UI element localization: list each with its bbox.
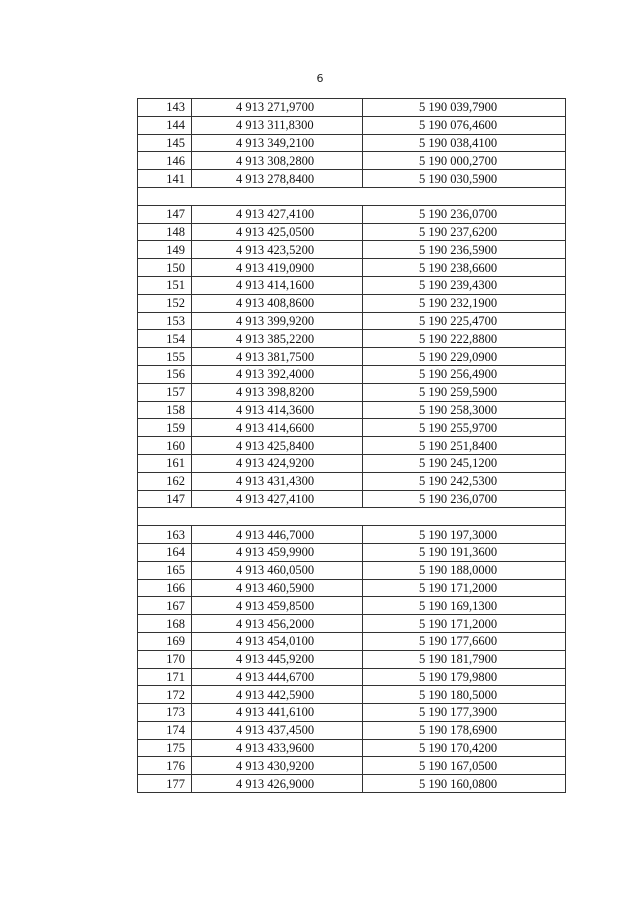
point-number-cell: 174 — [138, 721, 192, 739]
x-coordinate-cell: 4 913 433,9600 — [192, 739, 363, 757]
table-row — [138, 134, 566, 152]
point-number-cell: 165 — [138, 561, 192, 579]
point-number-cell: 148 — [138, 223, 192, 241]
x-coordinate-cell: 4 913 423,5200 — [192, 241, 363, 259]
point-number-cell: 159 — [138, 419, 192, 437]
y-coordinate-cell: 5 190 169,1300 — [363, 597, 566, 615]
point-number-cell: 154 — [138, 330, 192, 348]
y-coordinate-cell: 5 190 245,1200 — [363, 454, 566, 472]
point-number-cell: 162 — [138, 472, 192, 490]
y-coordinate-cell: 5 190 222,8800 — [363, 330, 566, 348]
table-row — [138, 170, 566, 188]
table-row — [138, 650, 566, 668]
table-row — [138, 116, 566, 134]
point-number-cell: 176 — [138, 757, 192, 775]
y-coordinate-cell: 5 190 178,6900 — [363, 721, 566, 739]
table-row — [138, 294, 566, 312]
x-coordinate-cell: 4 913 424,9200 — [192, 454, 363, 472]
x-coordinate-cell: 4 913 278,8400 — [192, 170, 363, 188]
x-coordinate-cell: 4 913 454,0100 — [192, 632, 363, 650]
x-coordinate-cell: 4 913 426,9000 — [192, 775, 363, 793]
y-coordinate-cell: 5 190 181,7900 — [363, 650, 566, 668]
point-number-cell: 167 — [138, 597, 192, 615]
x-coordinate-cell: 4 913 381,7500 — [192, 348, 363, 366]
point-number-cell: 149 — [138, 241, 192, 259]
table-row — [138, 99, 566, 117]
table-separator-row — [138, 187, 566, 205]
table-row — [138, 348, 566, 366]
x-coordinate-cell: 4 913 425,8400 — [192, 437, 363, 455]
y-coordinate-cell: 5 190 177,6600 — [363, 632, 566, 650]
table-row — [138, 312, 566, 330]
x-coordinate-cell: 4 913 408,8600 — [192, 294, 363, 312]
table-row — [138, 365, 566, 383]
x-coordinate-cell: 4 913 460,0500 — [192, 561, 363, 579]
x-coordinate-cell: 4 913 398,8200 — [192, 383, 363, 401]
y-coordinate-cell: 5 190 197,3000 — [363, 526, 566, 544]
table-row — [138, 757, 566, 775]
table-row — [138, 668, 566, 686]
point-number-cell: 141 — [138, 170, 192, 188]
y-coordinate-cell: 5 190 039,7900 — [363, 99, 566, 117]
table-row — [138, 419, 566, 437]
page-number: 6 — [316, 72, 324, 85]
point-number-cell: 153 — [138, 312, 192, 330]
point-number-cell: 146 — [138, 152, 192, 170]
x-coordinate-cell: 4 913 425,0500 — [192, 223, 363, 241]
x-coordinate-cell: 4 913 445,9200 — [192, 650, 363, 668]
point-number-cell: 151 — [138, 276, 192, 294]
y-coordinate-cell: 5 190 188,0000 — [363, 561, 566, 579]
point-number-cell: 160 — [138, 437, 192, 455]
y-coordinate-cell: 5 190 191,3600 — [363, 543, 566, 561]
y-coordinate-cell: 5 190 076,4600 — [363, 116, 566, 134]
y-coordinate-cell: 5 190 256,4900 — [363, 365, 566, 383]
point-number-cell: 155 — [138, 348, 192, 366]
x-coordinate-cell: 4 913 414,1600 — [192, 276, 363, 294]
x-coordinate-cell: 4 913 427,4100 — [192, 490, 363, 508]
y-coordinate-cell: 5 190 160,0800 — [363, 775, 566, 793]
y-coordinate-cell: 5 190 251,8400 — [363, 437, 566, 455]
point-number-cell: 168 — [138, 615, 192, 633]
point-number-cell: 166 — [138, 579, 192, 597]
x-coordinate-cell: 4 913 349,2100 — [192, 134, 363, 152]
table-row — [138, 205, 566, 223]
x-coordinate-cell: 4 913 311,8300 — [192, 116, 363, 134]
point-number-cell: 147 — [138, 205, 192, 223]
y-coordinate-cell: 5 190 242,5300 — [363, 472, 566, 490]
point-number-cell: 175 — [138, 739, 192, 757]
table-row — [138, 615, 566, 633]
table-row — [138, 579, 566, 597]
table-row — [138, 704, 566, 722]
point-number-cell: 145 — [138, 134, 192, 152]
table-row — [138, 241, 566, 259]
y-coordinate-cell: 5 190 236,0700 — [363, 490, 566, 508]
x-coordinate-cell: 4 913 419,0900 — [192, 259, 363, 277]
x-coordinate-cell: 4 913 414,3600 — [192, 401, 363, 419]
table-row — [138, 561, 566, 579]
table-row — [138, 775, 566, 793]
table-row — [138, 401, 566, 419]
x-coordinate-cell: 4 913 446,7000 — [192, 526, 363, 544]
point-number-cell: 158 — [138, 401, 192, 419]
point-number-cell: 152 — [138, 294, 192, 312]
y-coordinate-cell: 5 190 237,6200 — [363, 223, 566, 241]
y-coordinate-cell: 5 190 258,3000 — [363, 401, 566, 419]
point-number-cell: 164 — [138, 543, 192, 561]
table-row — [138, 472, 566, 490]
x-coordinate-cell: 4 913 392,4000 — [192, 365, 363, 383]
table-row — [138, 686, 566, 704]
x-coordinate-cell: 4 913 431,4300 — [192, 472, 363, 490]
y-coordinate-cell: 5 190 238,6600 — [363, 259, 566, 277]
table-row — [138, 526, 566, 544]
x-coordinate-cell: 4 913 385,2200 — [192, 330, 363, 348]
table-row — [138, 259, 566, 277]
separator-cell — [138, 187, 566, 205]
x-coordinate-cell: 4 913 441,6100 — [192, 704, 363, 722]
point-number-cell: 157 — [138, 383, 192, 401]
x-coordinate-cell: 4 913 442,5900 — [192, 686, 363, 704]
point-number-cell: 150 — [138, 259, 192, 277]
point-number-cell: 170 — [138, 650, 192, 668]
x-coordinate-cell: 4 913 399,9200 — [192, 312, 363, 330]
table-separator-row — [138, 508, 566, 526]
table-row — [138, 330, 566, 348]
table-row — [138, 454, 566, 472]
x-coordinate-cell: 4 913 427,4100 — [192, 205, 363, 223]
separator-cell — [138, 508, 566, 526]
y-coordinate-cell: 5 190 038,4100 — [363, 134, 566, 152]
y-coordinate-cell: 5 190 229,0900 — [363, 348, 566, 366]
y-coordinate-cell: 5 190 167,0500 — [363, 757, 566, 775]
x-coordinate-cell: 4 913 459,8500 — [192, 597, 363, 615]
point-number-cell: 172 — [138, 686, 192, 704]
y-coordinate-cell: 5 190 180,5000 — [363, 686, 566, 704]
point-number-cell: 173 — [138, 704, 192, 722]
y-coordinate-cell: 5 190 170,4200 — [363, 739, 566, 757]
x-coordinate-cell: 4 913 414,6600 — [192, 419, 363, 437]
y-coordinate-cell: 5 190 259,5900 — [363, 383, 566, 401]
y-coordinate-cell: 5 190 232,1900 — [363, 294, 566, 312]
x-coordinate-cell: 4 913 459,9900 — [192, 543, 363, 561]
table-row — [138, 739, 566, 757]
y-coordinate-cell: 5 190 236,0700 — [363, 205, 566, 223]
y-coordinate-cell: 5 190 255,9700 — [363, 419, 566, 437]
y-coordinate-cell: 5 190 171,2000 — [363, 579, 566, 597]
y-coordinate-cell: 5 190 225,4700 — [363, 312, 566, 330]
y-coordinate-cell: 5 190 239,4300 — [363, 276, 566, 294]
table-row — [138, 597, 566, 615]
point-number-cell: 171 — [138, 668, 192, 686]
y-coordinate-cell: 5 190 000,2700 — [363, 152, 566, 170]
coordinates-table — [137, 98, 566, 793]
x-coordinate-cell: 4 913 437,4500 — [192, 721, 363, 739]
y-coordinate-cell: 5 190 236,5900 — [363, 241, 566, 259]
table-row — [138, 721, 566, 739]
table-row — [138, 223, 566, 241]
table-row — [138, 276, 566, 294]
point-number-cell: 161 — [138, 454, 192, 472]
coordinates-table-body — [138, 99, 566, 793]
table-row — [138, 437, 566, 455]
table-row — [138, 543, 566, 561]
table-row — [138, 632, 566, 650]
point-number-cell: 156 — [138, 365, 192, 383]
y-coordinate-cell: 5 190 030,5900 — [363, 170, 566, 188]
x-coordinate-cell: 4 913 444,6700 — [192, 668, 363, 686]
table-row — [138, 383, 566, 401]
point-number-cell: 169 — [138, 632, 192, 650]
x-coordinate-cell: 4 913 456,2000 — [192, 615, 363, 633]
table-row — [138, 152, 566, 170]
point-number-cell: 163 — [138, 526, 192, 544]
point-number-cell: 147 — [138, 490, 192, 508]
point-number-cell: 144 — [138, 116, 192, 134]
y-coordinate-cell: 5 190 171,2000 — [363, 615, 566, 633]
point-number-cell: 177 — [138, 775, 192, 793]
x-coordinate-cell: 4 913 271,9700 — [192, 99, 363, 117]
x-coordinate-cell: 4 913 430,9200 — [192, 757, 363, 775]
table-row — [138, 490, 566, 508]
point-number-cell: 143 — [138, 99, 192, 117]
y-coordinate-cell: 5 190 179,9800 — [363, 668, 566, 686]
y-coordinate-cell: 5 190 177,3900 — [363, 704, 566, 722]
x-coordinate-cell: 4 913 308,2800 — [192, 152, 363, 170]
x-coordinate-cell: 4 913 460,5900 — [192, 579, 363, 597]
